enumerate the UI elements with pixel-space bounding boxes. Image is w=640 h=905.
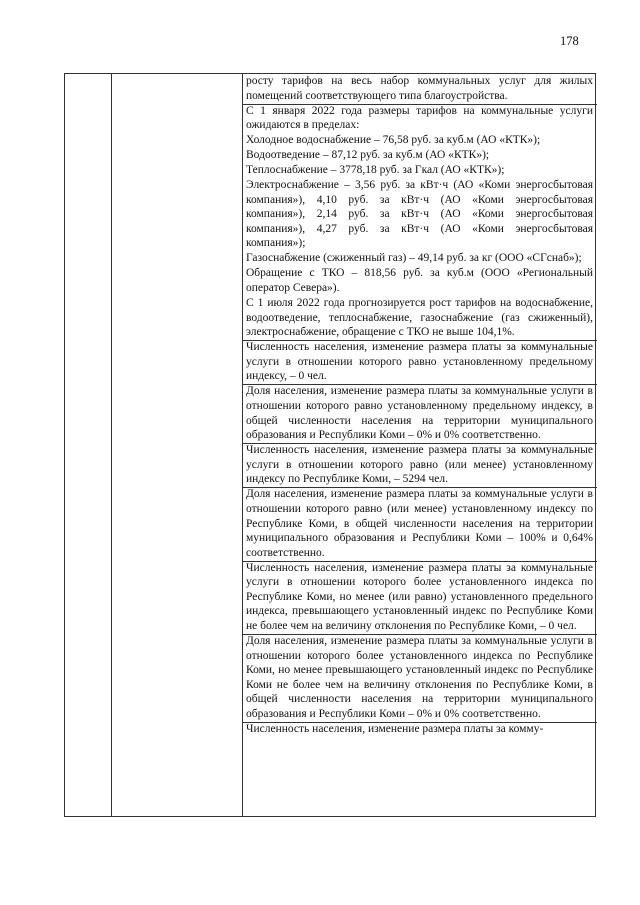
paragraph: Газоснабжение (сжиженный газ) – 49,14 руб. за кг (ООО «СГснаб»); — [246, 252, 582, 265]
row-separator — [242, 104, 597, 105]
paragraph: Доля населения, изменение размера платы за коммунальные услуги в отношении которого равно установленному предельному индексу, в общей численности населения на территории муниципального образования и Республики Коми – 0% и 0% соответственно. — [246, 385, 593, 442]
paragraph: Электроснабжение – 3,56 руб. за кВт·ч (АО «Коми энергосбытовая компания»), 4,10 руб. за кВт·ч (АО «Коми энергосбытовая компания»), 2,14 руб. за кВт·ч (АО «Коми энергосбытовая компания»), 4,27 руб. за кВт·ч (АО «Коми энергосбытовая компания»); — [246, 179, 593, 250]
paragraph: Обращение с ТКО – 818,56 руб. за куб.м (ООО «Региональный оператор Севера»). — [246, 267, 593, 295]
page-number: 178 — [560, 34, 579, 48]
paragraph: С 1 января 2022 года размеры тарифов на коммунальные услуги ожидаются в пределах: — [246, 104, 593, 132]
row-separator — [242, 384, 597, 385]
paragraph: Численность населения, изменение размера платы за коммунальные услуги в отношении которого равно (или менее) установленному индексу по Республике Коми, – 5294 чел. — [246, 444, 593, 486]
column-divider-1 — [111, 74, 112, 816]
row-separator — [242, 487, 597, 488]
paragraph: Доля населения, изменение размера платы за коммунальные услуги в отношении которого более установленного индекса по Республике Коми, но менее превышающего установленный индекс по Республике Коми не более чем на величину отклонения по Республике Коми, в общей численности населения на территории муниципального образования и Республики Коми – 0% и 0% соответственно. — [246, 635, 593, 720]
row-separator — [242, 634, 597, 635]
row-separator — [242, 443, 597, 444]
paragraph: Холодное водоснабжение – 76,58 руб. за куб.м (АО «КТК»); — [246, 134, 541, 147]
paragraph: Численность населения, изменение размера платы за коммунальные услуги в отношении которого равно установленному предельному индексу, – 0 чел. — [246, 341, 593, 383]
column-divider-2 — [242, 74, 243, 816]
table-cell-text — [246, 74, 593, 737]
row-separator — [242, 722, 597, 723]
row-separator — [242, 340, 597, 341]
paragraph: Теплоснабжение – 3778,18 руб. за Гкал (АО «КТК»); — [246, 164, 505, 177]
paragraph: Доля населения, изменение размера платы за коммунальные услуги в отношении которого равно (или менее) установленному индексу по Республике Коми, в общей численности населения на территории муниципального образования и Республики Коми – 100% и 0,64% соответственно. — [246, 488, 593, 559]
row-separator — [242, 561, 597, 562]
paragraph: росту тарифов на весь набор коммунальных услуг для жилых помещений соответствующего типа благоустройства. — [246, 75, 593, 102]
document-table — [64, 73, 596, 817]
paragraph: Численность населения, изменение размера платы за коммунальные услуги в отношении которого более установленного индекса по Республике Коми, но менее (или равно) установленного предельного индекса, превышающего установленный индекс по Республике Коми не более чем на величину отклонения по Республике Коми, – 0 чел. — [246, 561, 593, 633]
paragraph: Численность населения, изменение размера платы за комму- — [246, 722, 544, 735]
paragraph: Водоотведение – 87,12 руб. за куб.м (АО «КТК»); — [246, 149, 490, 162]
paragraph: С 1 июля 2022 года прогнозируется рост тарифов на водоснабжение, водоотведение, теплоснабжение, газоснабжение (газ сжиженный), электроснабжение, обращение с ТКО не выше 104,1%. — [246, 297, 593, 339]
